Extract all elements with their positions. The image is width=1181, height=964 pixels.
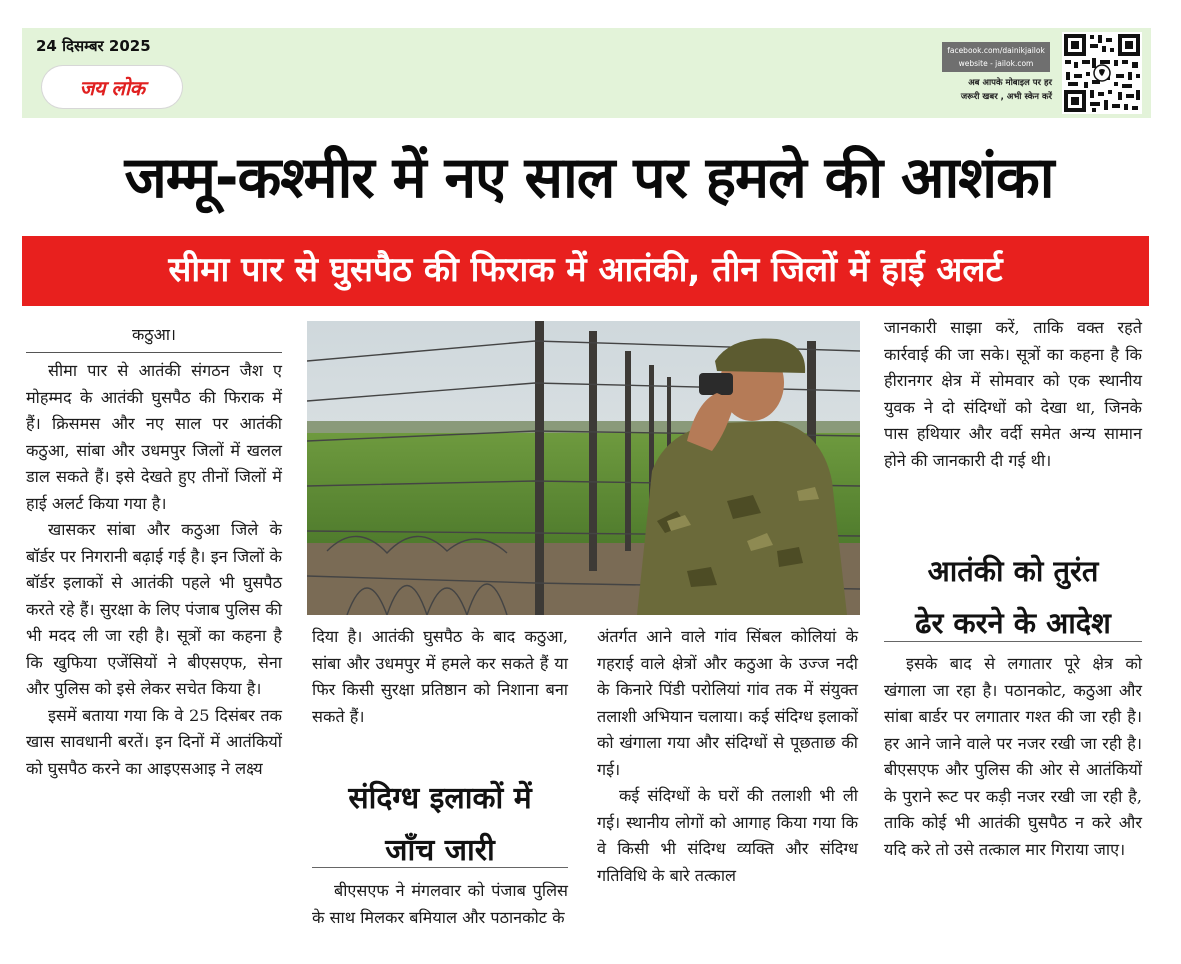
main-headline: जम्मू-कश्मीर में नए साल पर हमले की आशंका: [124, 145, 1054, 211]
paragraph: दिया है। आतंकी घुसपैठ के बाद कठुआ, सांबा और उधमपुर में हमले कर सकते हैं या फिर किसी सुरक्षा प्रतिष्ठान को निशाना बना सकते हैं।: [312, 627, 568, 726]
divider: [312, 867, 568, 868]
logo-text: जय लोक: [79, 76, 145, 100]
article-column-4: [884, 315, 1142, 474]
paragraph: अंतर्गत आने वाले गांव सिंबल कोलियां के गहराई वाले क्षेत्रों और कठुआ के उज्ज नदी के किनारे पिंडी परोलियां गांव तक में संयुक्त तलाशी अभियान चलाया। कई संदिग्ध इलाकों को खंगाला गया और संदिग्धों से पूछताछ की गई।: [597, 627, 858, 779]
paragraph: सीमा पार से आतंकी संगठन जैश ए मोहम्मद के आतंकी घुसपैठ की फिराक में हैं। क्रिसमस और नए साल पर आतंकी कठुआ, सांबा और उधमपुर जिलों में खलल डाल सकते हैं। इसे देखते हुए तीनों जिलों में हाई अलर्ट किया गया है।: [26, 361, 282, 513]
soldier-binoculars-photo: [307, 321, 860, 615]
qr-note-line1: अब आपके मोबाइल पर हर: [968, 78, 1052, 88]
paragraph: बीएसएफ ने मंगलवार को पंजाब पुलिस के साथ मिलकर बमियाल और पठानकोट के: [312, 881, 568, 927]
paragraph: जानकारी साझा करें, ताकि वक्त रहते कार्रवाई की जा सके। सूत्रों का कहना है कि हीरानगर क्षेत्र में सोमवार को एक स्थानीय युवक ने दो संदिग्धों को देखा था, जिनके पास हथियार और वर्दी समेत अन्य सामान होने की जानकारी दी गई थी।: [884, 318, 1142, 470]
masthead: [22, 28, 1151, 118]
article-column-1: [26, 358, 282, 782]
qr-note-line2: जरूरी खबर , अभी स्केन करें: [960, 92, 1052, 102]
section-heading-orders: [884, 545, 1142, 649]
article-column-2: [312, 624, 568, 730]
paragraph: इसके बाद से लगातार पूरे क्षेत्र को खंगाला जा रहा है। पठानकोट, कठुआ और सांबा बार्डर पर लगातार गश्त की जा रही है। हर आने जाने वाले पर नजर रखी जा रही है। बीएसएफ और पुलिस की ओर से आतंकियों के पुराने रूट पर कड़ी नजर रखी जा रही है, ताकि कोई भी आतंकी घुसपैठ न करे और यदि करे तो उसे तत्काल मार गिराया जाए।: [884, 654, 1142, 859]
section-heading-investigation: [312, 773, 568, 877]
jailok-logo[interactable]: [42, 66, 182, 108]
subheadline-bar: [22, 236, 1149, 306]
facebook-link[interactable]: facebook.com/dainikjailok: [947, 46, 1045, 55]
section-heading-line: आतंकी को तुरंत: [927, 554, 1099, 588]
paragraph: इसमें बताया गया कि वे 25 दिसंबर तक खास सावधानी बरतें। इन दिनों में आतंकियों को घुसपैठ करने का आइएसआइ ने लक्ष्य: [26, 705, 282, 778]
paragraph: खासकर सांबा और कठुआ जिले के बॉर्डर पर निगरानी बढ़ाई गई है। इन जिलों के बॉर्डर इलाकों से आतंकी पहले भी घुसपैठ करते रहे हैं। सुरक्षा के लिए पंजाब पुलिस की भी मदद ली जा रही है। सूत्रों का कहना है कि खुफिया एजेंसियों ने बीएसएफ, सेना और पुलिस को इसे लेकर सचेत किया है।: [26, 520, 282, 698]
website-link[interactable]: website - jailok.com: [958, 59, 1034, 68]
article-column-3: [597, 624, 858, 889]
section-heading-line: जाँच जारी: [385, 833, 495, 868]
paragraph: कई संदिग्धों के घरों की तलाशी भी ली गई। स्थानीय लोगों को आगाह किया गया कि वे किसी भी संदिग्ध व्यक्ति और संदिग्ध गतिविधि के बारे तत्काल: [597, 786, 858, 885]
article-column-4-continued: [884, 651, 1142, 863]
issue-date: 24 दिसम्बर 2025: [36, 37, 151, 55]
section-heading-line: संदिग्ध इलाकों में: [348, 781, 532, 816]
qr-note: [928, 76, 1052, 104]
divider: [884, 641, 1142, 642]
section-heading-line: ढेर करने के आदेश: [915, 606, 1111, 640]
subheadline: सीमा पार से घुसपैठ की फिराक में आतंकी, तीन जिलों में हाई अलर्ट: [168, 250, 1003, 290]
dateline: कठुआ।: [26, 322, 282, 353]
article-column-2-continued: [312, 878, 568, 931]
qr-code-icon[interactable]: [1062, 32, 1142, 114]
social-links-box: [942, 42, 1050, 72]
